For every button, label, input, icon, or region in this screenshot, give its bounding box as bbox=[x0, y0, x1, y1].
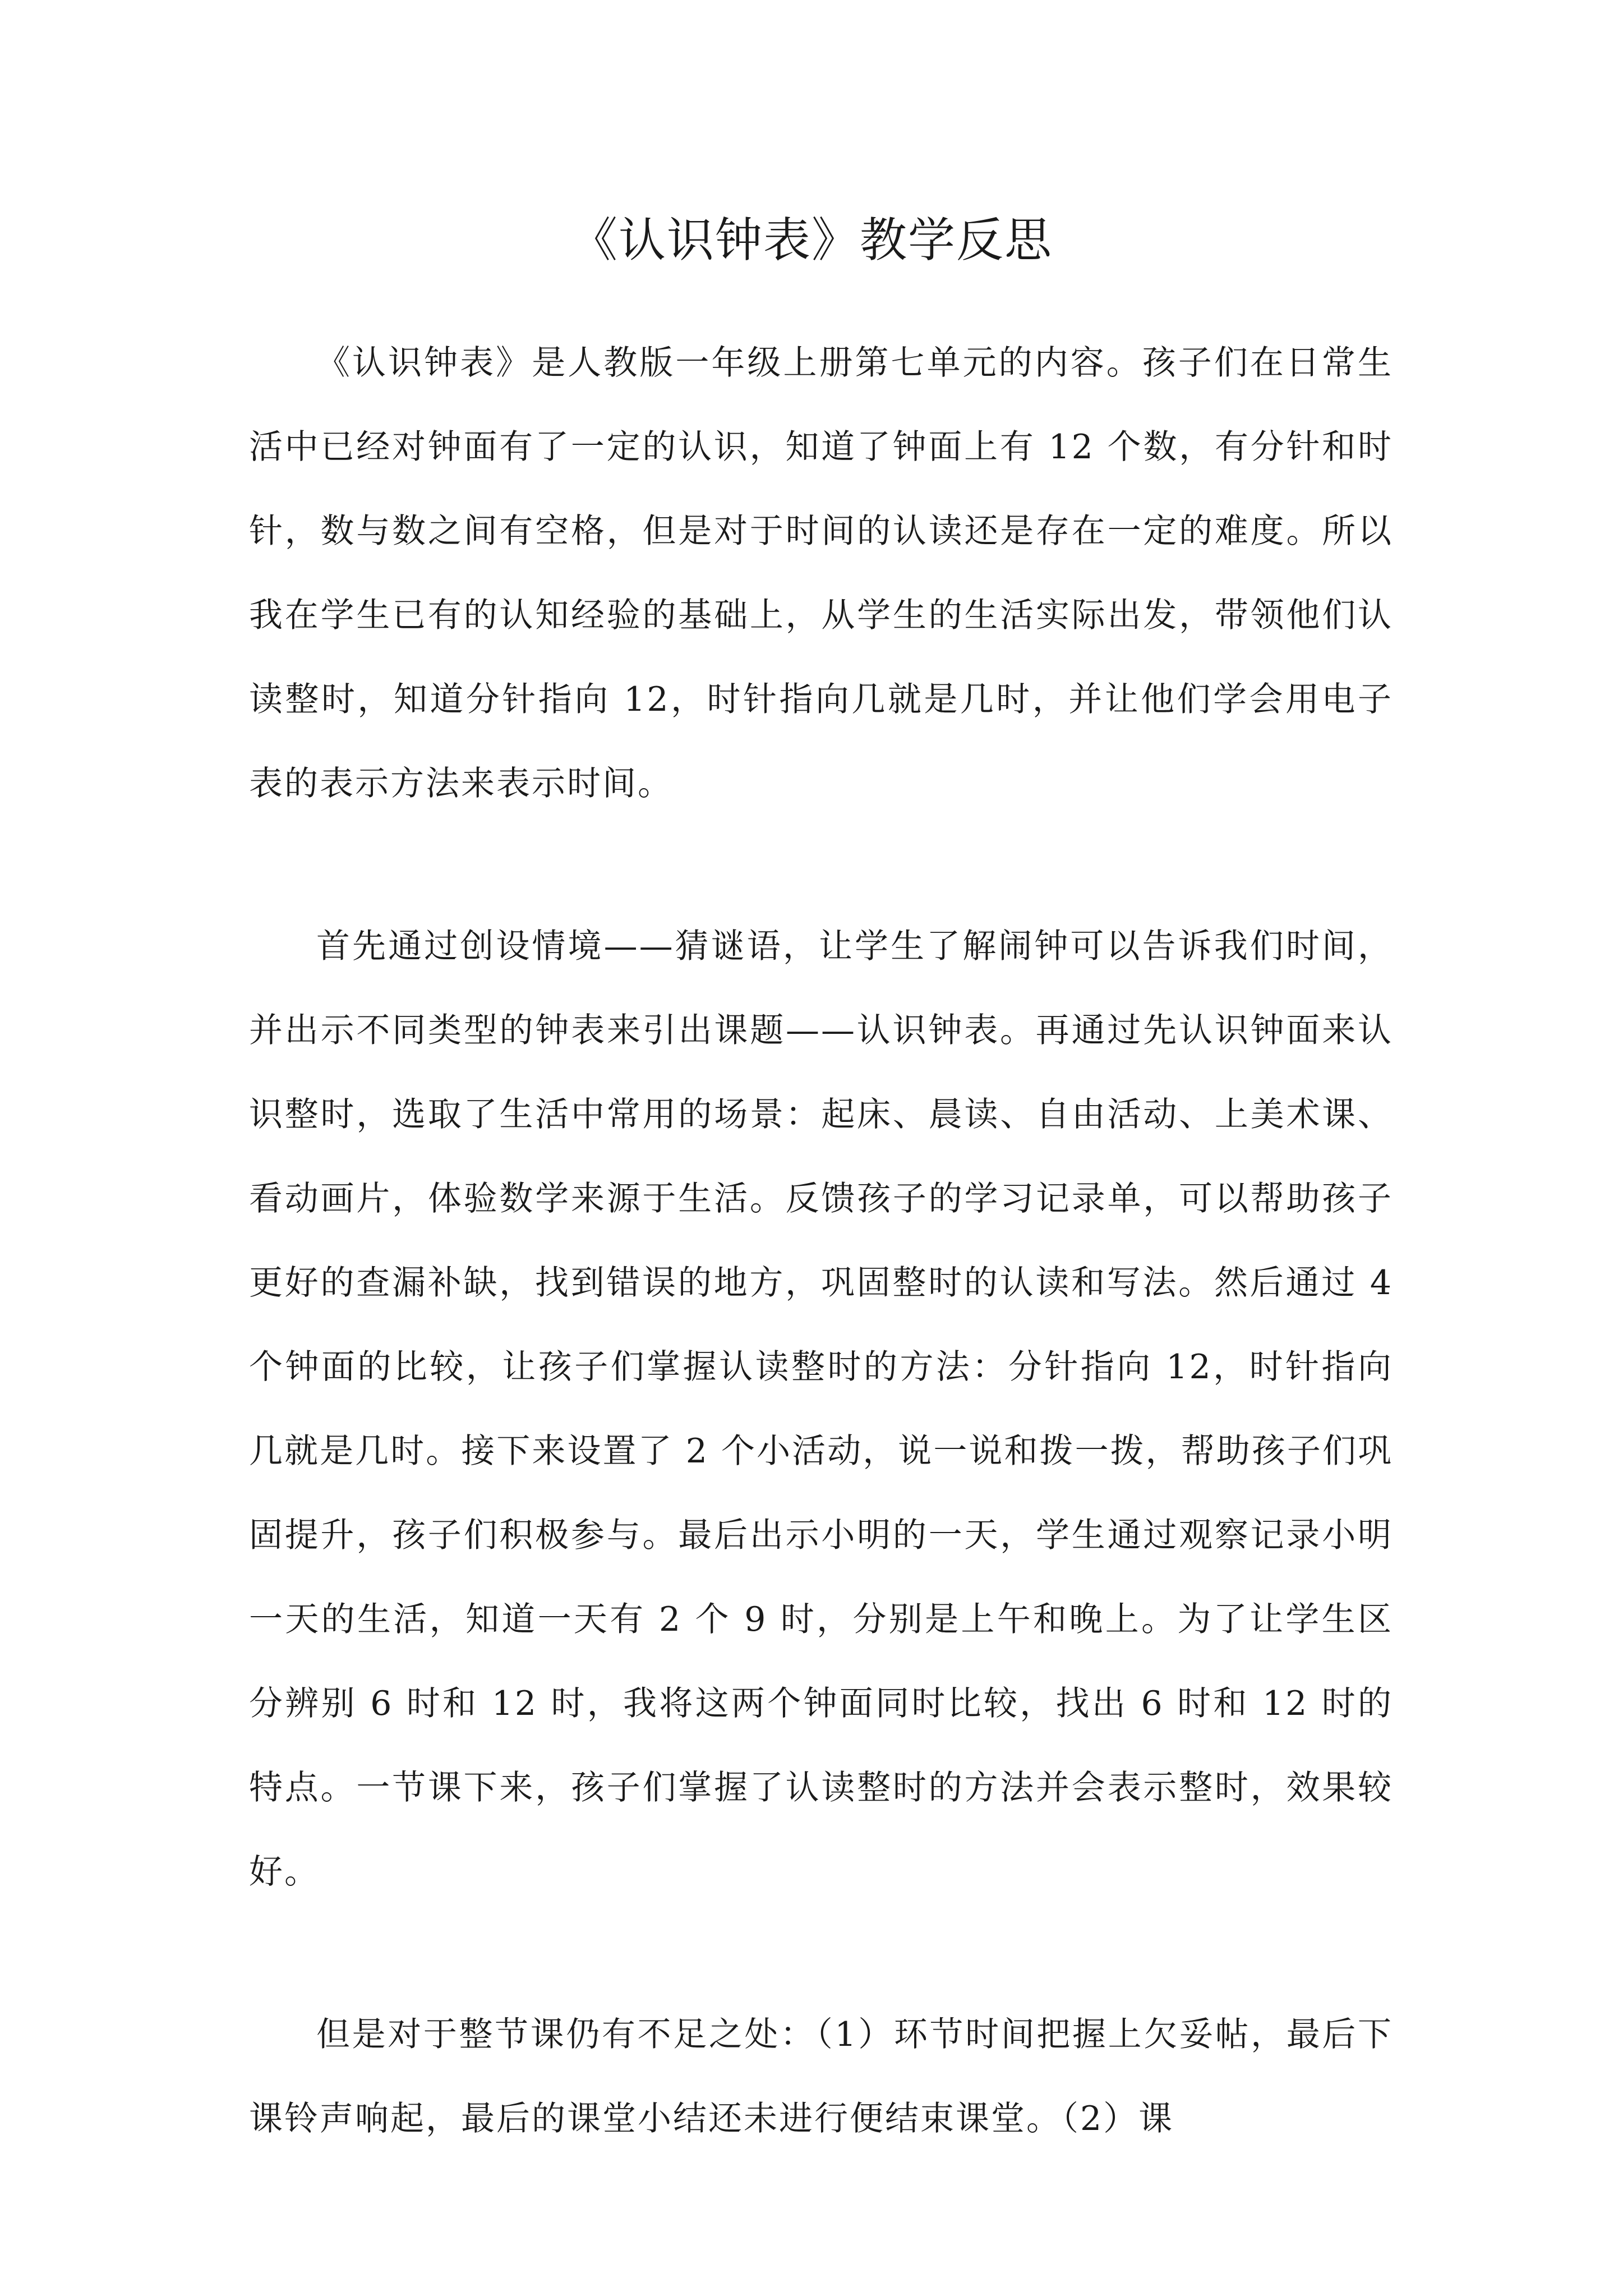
paragraph-shortcomings: 但是对于整节课仍有不足之处：（1）环节时间把握上欠妥帖，最后下课铃声响起，最后的课堂小结还未进行便结束课堂。（2）课 bbox=[249, 2015, 1393, 2138]
paragraph-introduction: 《认识钟表》是人教版一年级上册第七单元的内容。孩子们在日常生活中已经对钟面有了一定的认识，知道了钟面上有 12 个数，有分针和时针，数与数之间有空格，但是对于时间的认读还是存在一定的难度。所以我在学生已有的认知经验的基础上，从学生的生活实际出发，带领他们认读整时，知道分针指向 12，时针指向几就是几时，并让他们学会用电子表的表示方法来表示时间。 bbox=[249, 343, 1393, 803]
paragraph-lesson-process: 首先通过创设情境——猜谜语，让学生了解闹钟可以告诉我们时间，并出示不同类型的钟表来引出课题——认识钟表。再通过先认识钟面来认识整时，选取了生活中常用的场景：起床、晨读、自由活动、上美术课、看动画片，体验数学来源于生活。反馈孩子的学习记录单，可以帮助孩子更好的查漏补缺，找到错误的地方，巩固整时的认读和写法。然后通过 4 个钟面的比较，让孩子们掌握认读整时的方法：分针指向 12，时针指向几就是几时。接下来设置了 2 个小活动，说一说和拨一拨，帮助孩子们巩固提升，孩子们积极参与。最后出示小明的一天，学生通过观察记录小明一天的生活，知道一天有 2 个 9 时，分别是上午和晚上。为了让学生区分辨别 6 时和 12 时，我将这两个钟面同时比较，找出 6 时和 12 时的特点。一节课下来，孩子们掌握了认读整时的方法并会表示整时，效果较好。 bbox=[249, 927, 1393, 1892]
document-body bbox=[249, 321, 1393, 2239]
document-title: 《认识钟表》教学反思 bbox=[570, 213, 1053, 268]
